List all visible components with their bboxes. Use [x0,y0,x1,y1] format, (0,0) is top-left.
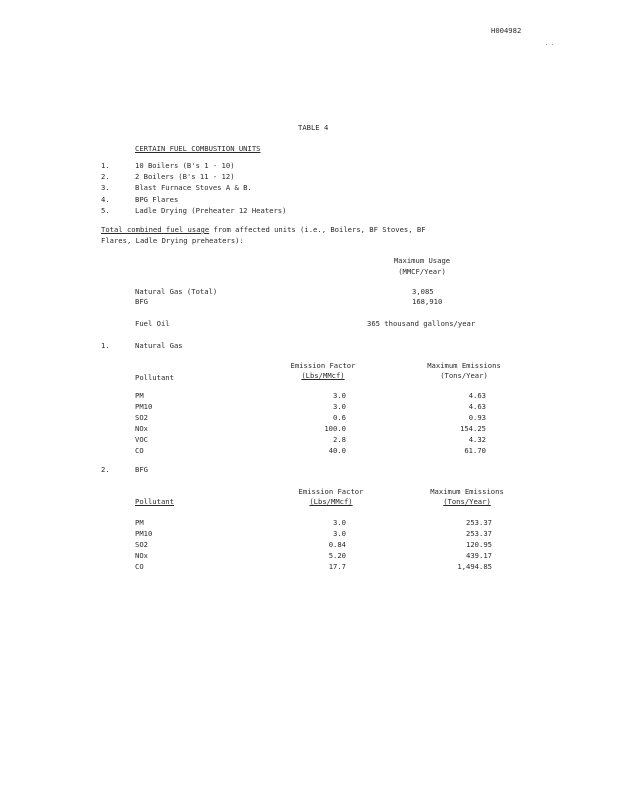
factor-header-units: (Lbs/MMcf) [309,497,353,506]
pollutant-cell: PM [135,518,144,527]
emissions-cell: 253.37 [466,529,492,538]
factor-cell: 100.0 [324,424,346,433]
emissions-header-units: (Tons/Year) [443,497,491,506]
fuel-value: 168,910 [412,297,443,306]
unit-text: BPG Flares [135,195,179,204]
intro-lead: Total combined fuel usage [101,225,210,234]
emissions-cell: 4.63 [468,391,486,400]
max-usage-header: Maximum Usage [393,256,451,265]
emissions-cell: 61.70 [464,446,486,455]
emissions-cell: 4.32 [468,435,486,444]
emissions-cell: 4.63 [468,402,486,411]
fuel-value: 3,085 [412,287,434,296]
unit-number: 5. [101,206,110,215]
factor-cell: 3.0 [333,518,346,527]
table-subtitle: CERTAIN FUEL COMBUSTION UNITS [135,144,261,153]
pollutant-cell: VOC [135,435,148,444]
factor-cell: 3.0 [333,402,346,411]
unit-text: Ladle Drying (Preheater 12 Heaters) [135,206,287,215]
fuel-label: Natural Gas (Total) [135,287,218,296]
intro-rest: from affected units (i.e., Boilers, BF Stoves, BF [209,225,426,234]
pollutant-header: Pollutant [135,497,174,506]
pollutant-header: Pollutant [135,373,174,382]
factor-cell: 17.7 [328,562,346,571]
unit-text: Blast Furnace Stoves A & B. [135,183,252,192]
pollutant-cell: CO [135,446,144,455]
factor-cell: 0.6 [333,413,346,422]
section-name: BFG [135,465,148,474]
factor-cell: 3.0 [333,391,346,400]
emissions-header: Maximum Emissions [430,487,504,496]
intro-line-1 [101,226,426,233]
fuel-value: 365 thousand gallons/year [367,319,476,328]
fuel-label: Fuel Oil [135,319,170,328]
factor-header: Emission Factor [290,361,356,370]
factor-cell: 5.20 [328,551,346,560]
unit-number: 2. [101,172,110,181]
pollutant-cell: PM10 [135,402,153,411]
section-name: Natural Gas [135,341,183,350]
table-title: TABLE 4 [298,123,329,132]
pollutant-cell: CO [135,562,144,571]
emissions-cell: 0.93 [468,413,486,422]
unit-text: 10 Boilers (B's 1 - 10) [135,161,235,170]
corner-mark: . . [545,41,555,47]
emissions-header-units: (Tons/Year) [440,371,488,380]
factor-cell: 2.8 [333,435,346,444]
unit-number: 3. [101,183,110,192]
emissions-cell: 253.37 [466,518,492,527]
section-number: 2. [101,465,110,474]
unit-number: 4. [101,195,110,204]
factor-cell: 0.84 [328,540,346,549]
pollutant-cell: SO2 [135,540,148,549]
emissions-header: Maximum Emissions [427,361,501,370]
emissions-cell: 154.25 [460,424,486,433]
pollutant-cell: PM10 [135,529,153,538]
factor-cell: 40.0 [328,446,346,455]
pollutant-cell: SO2 [135,413,148,422]
pollutant-cell: NOx [135,424,148,433]
factor-header: Emission Factor [298,487,364,496]
unit-text: 2 Boilers (B's 11 - 12) [135,172,235,181]
factor-cell: 3.0 [333,529,346,538]
intro-line-2: Flares, Ladle Drying preheaters): [101,236,244,245]
emissions-cell: 1,494.85 [457,562,492,571]
pollutant-cell: NOx [135,551,148,560]
unit-number: 1. [101,161,110,170]
pollutant-cell: PM [135,391,144,400]
emissions-cell: 120.95 [466,540,492,549]
max-usage-units: (MMCF/Year) [398,267,446,276]
document-id: H004982 [491,26,522,35]
factor-header-units: (Lbs/MMcf) [301,371,345,380]
emissions-cell: 439.17 [466,551,492,560]
fuel-label: BFG [135,297,148,306]
section-number: 1. [101,341,110,350]
